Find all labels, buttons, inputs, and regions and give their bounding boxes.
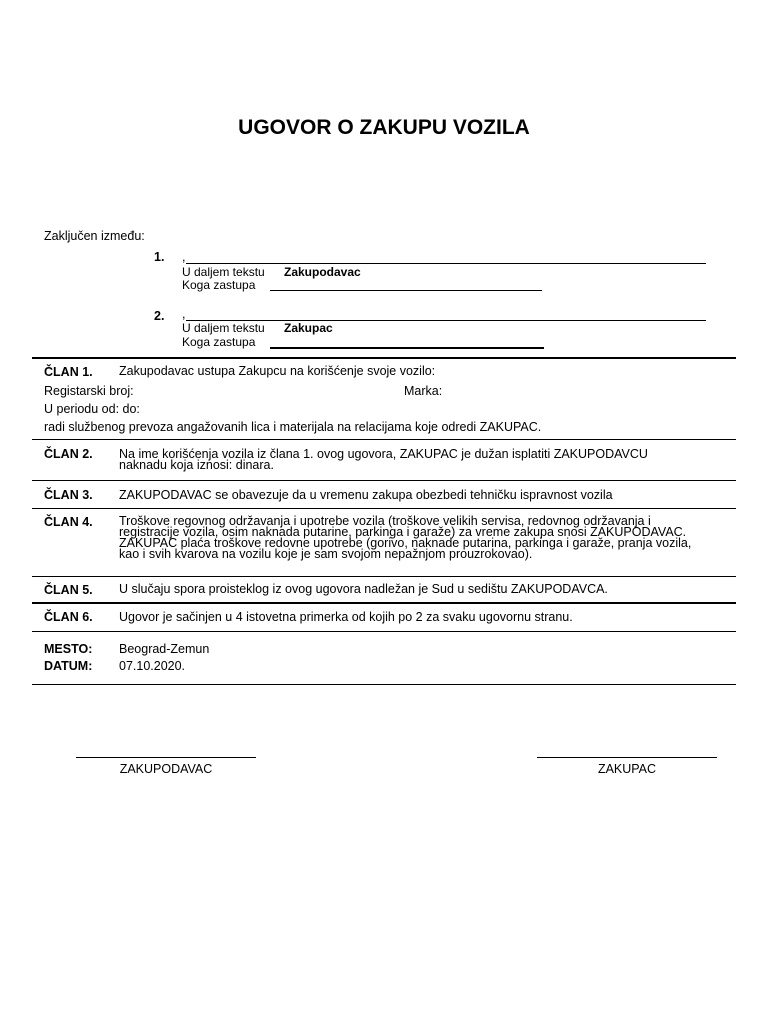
concluded-between-label: Zaključen između: <box>44 229 145 243</box>
representative-line <box>270 290 542 291</box>
article-text-line: Na ime korišćenja vozila iz člana 1. ovog ugovora, ZAKUPAC je dužan isplatiti ZAKUPODAVCU <box>119 447 648 461</box>
article-text-line: Troškove regovnog održavanja i upotrebe vozila (troškove velikih servisa, redovnog održavanja i <box>119 514 651 528</box>
article-text: Zakupodavac ustupa Zakupcu na korišćenje svoje vozilo: <box>119 364 436 378</box>
article-label: ČLAN 1. <box>44 365 93 379</box>
section-divider <box>32 602 736 604</box>
article-label: ČLAN 3. <box>44 488 93 502</box>
article-label: ČLAN 2. <box>44 447 93 461</box>
period-label: U periodu od: do: <box>44 402 140 416</box>
section-divider <box>32 684 736 685</box>
section-divider <box>32 576 736 577</box>
section-divider <box>32 439 736 440</box>
place-value: Beograd-Zemun <box>119 642 210 656</box>
signature-line <box>76 757 256 758</box>
in-text-label: U daljem tekstu <box>182 265 265 279</box>
section-divider <box>32 480 736 481</box>
purpose-text: radi službenog prevoza angažovanih lica i materijala na relacijama koje odredi ZAKUPAC. <box>44 420 542 434</box>
party-comma: , <box>182 307 186 321</box>
section-divider <box>32 508 736 509</box>
party-comma: , <box>182 250 186 264</box>
party-role: Zakupodavac <box>284 265 361 279</box>
represented-label: Koga zastupa <box>182 278 256 292</box>
article-text <box>119 516 719 560</box>
date-value: 07.10.2020. <box>119 659 186 673</box>
article-text: ZAKUPODAVAC se obavezuje da u vremenu zakupa obezbedi tehničku ispravnost vozila <box>119 488 613 502</box>
article-text <box>119 449 719 471</box>
party-number: 2. <box>154 309 165 323</box>
article-text: U slučaju spora proisteklog iz ovog ugovora nadležan je Sud u sedištu ZAKUPODAVCA. <box>119 582 608 596</box>
in-text-label: U daljem tekstu <box>182 321 265 335</box>
party-role: Zakupac <box>284 321 333 335</box>
document-title: UGOVOR O ZAKUPU VOZILA <box>238 116 530 139</box>
party-number: 1. <box>154 250 165 264</box>
section-divider <box>32 631 736 632</box>
registration-label: Registarski broj: <box>44 384 134 398</box>
place-label: MESTO: <box>44 642 93 656</box>
article-label: ČLAN 5. <box>44 583 93 597</box>
represented-label: Koga zastupa <box>182 335 256 349</box>
section-divider <box>32 357 736 359</box>
article-label: ČLAN 4. <box>44 515 93 529</box>
representative-line <box>270 347 544 349</box>
party-name-line <box>186 263 706 264</box>
signature-label: ZAKUPAC <box>597 762 657 776</box>
brand-label: Marka: <box>404 384 443 398</box>
article-text-line: registracije vozila, osim naknada putarine, parkinga i garaže) za vreme zakupa snosi ZAKUPODAVAC. <box>119 525 687 539</box>
signature-label: ZAKUPODAVAC <box>119 762 213 776</box>
article-label: ČLAN 6. <box>44 610 93 624</box>
article-text-line: kao i svih kvarova na vozilu koje je sam svojom nepažnjom prouzrokovao). <box>119 547 533 561</box>
date-label: DATUM: <box>44 659 93 673</box>
signature-line <box>537 757 717 758</box>
article-text-line: ZAKUPAC plaća troškove redovne upotrebe (gorivo, naknade putarina, parkinga i garaže, pranja vozila, <box>119 536 692 550</box>
article-text-line: naknadu koja iznosi: dinara. <box>119 458 274 472</box>
article-text: Ugovor je sačinjen u 4 istovetna primerka od kojih po 2 za svaku ugovornu stranu. <box>119 610 573 624</box>
